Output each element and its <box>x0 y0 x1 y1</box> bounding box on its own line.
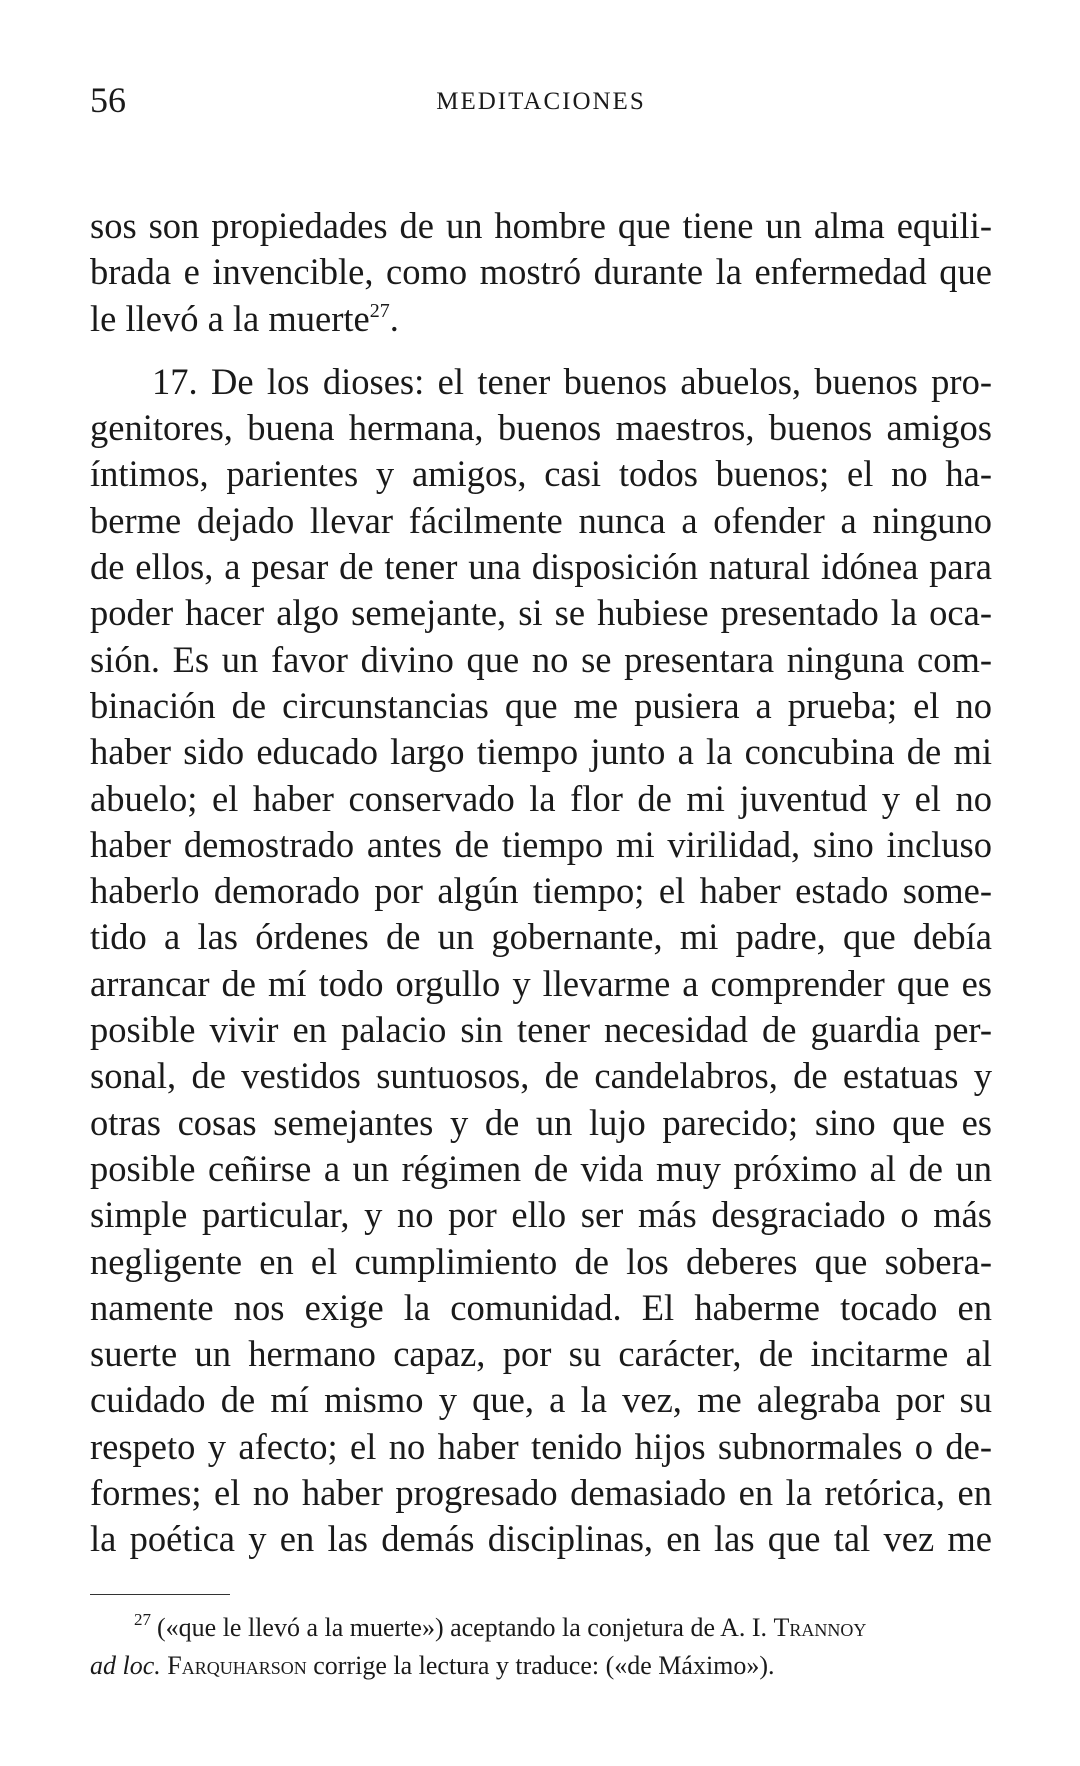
text-line: haber sido educado largo tiempo junto a la concubina de mi <box>90 731 992 773</box>
text-line: posible ceñirse a un régimen de vida muy próximo al de un <box>90 1147 992 1189</box>
text-line <box>90 296 992 342</box>
text-line: simple particular, y no por ello ser más desgraciado o más <box>90 1194 992 1236</box>
text-line: abuelo; el haber conservado la flor de mi juventud y el no <box>90 777 992 819</box>
footnote-text: («que le llevó a la muerte») aceptando la conjetura de A. I. <box>157 1613 768 1642</box>
text-line: negligente en el cumplimiento de los deberes que sobera- <box>90 1240 992 1282</box>
footnote-author: Trannoy <box>773 1613 867 1642</box>
text-line: sos son propiedades de un hombre que tiene un alma equili- <box>90 205 992 246</box>
text-line: poder hacer algo semejante, si se hubiese presentado la oca- <box>90 592 992 634</box>
text-line: tido a las órdenes de un gobernante, mi padre, que debía <box>90 916 992 958</box>
paragraph-17 <box>90 359 992 1563</box>
running-title: MEDITACIONES <box>436 88 646 115</box>
footnote-reference: 27 <box>369 299 390 322</box>
footnote-italic: ad loc. <box>90 1651 161 1680</box>
paragraph-gap <box>90 342 992 359</box>
text-line: brada e invencible, como mostró durante la enfermedad que <box>90 251 992 293</box>
footnote-text: corrige la lectura y traduce: («de Máximo»). <box>313 1651 775 1680</box>
text-line: de ellos, a pesar de tener una disposición natural idónea para <box>90 546 992 588</box>
text-line: sonal, de vestidos suntuosos, de candelabros, de estatuas y <box>90 1055 992 1097</box>
footnote-number: 27 <box>134 1610 151 1629</box>
text-line: suerte un hermano capaz, por su carácter, de incitarme al <box>90 1333 992 1375</box>
footnotes <box>90 1609 992 1685</box>
paragraph-continuation <box>90 203 992 342</box>
text-line: namente nos exige la comunidad. El haberme tocado en <box>90 1286 992 1328</box>
body-text <box>90 203 992 1563</box>
footnote-separator <box>90 1594 230 1595</box>
page-header <box>90 78 992 128</box>
text-line: respeto y afecto; el no haber tenido hijos subnormales o de- <box>90 1425 992 1467</box>
text-line: formes; el no haber progresado demasiado en la retórica, en <box>90 1472 992 1514</box>
text-line: haber demostrado antes de tiempo mi virilidad, sino incluso <box>90 823 992 865</box>
footnote-line <box>90 1647 992 1685</box>
text-line: 17. De los dioses: el tener buenos abuelos, buenos pro- <box>152 360 992 402</box>
footnote-author: Farquharson <box>167 1651 307 1680</box>
text-line: íntimos, parientes y amigos, casi todos buenos; el no ha- <box>90 453 992 495</box>
text-line-content: le llevó a la muerte <box>90 297 370 339</box>
text-line: berme dejado llevar fácilmente nunca a ofender a ninguno <box>90 499 992 541</box>
text-line: binación de circunstancias que me pusiera a prueba; el no <box>90 684 992 726</box>
text-line: genitores, buena hermana, buenos maestros, buenos amigos <box>90 407 992 449</box>
text-line: cuidado de mí mismo y que, a la vez, me alegraba por su <box>90 1379 992 1421</box>
text-line: arrancar de mí todo orgullo y llevarme a comprender que es <box>90 962 992 1004</box>
text-line: sión. Es un favor divino que no se presentara ninguna com- <box>90 638 992 680</box>
text-line: haberlo demorado por algún tiempo; el haber estado some- <box>90 870 992 912</box>
text-line: posible vivir en palacio sin tener necesidad de guardia per- <box>90 1009 992 1051</box>
footnote-line <box>90 1609 992 1647</box>
text-line-tail: . <box>389 297 399 339</box>
text-line: la poética y en las demás disciplinas, en las que tal vez me <box>90 1518 992 1560</box>
text-line: otras cosas semejantes y de un lujo parecido; sino que es <box>90 1101 992 1143</box>
page-number: 56 <box>90 80 126 120</box>
